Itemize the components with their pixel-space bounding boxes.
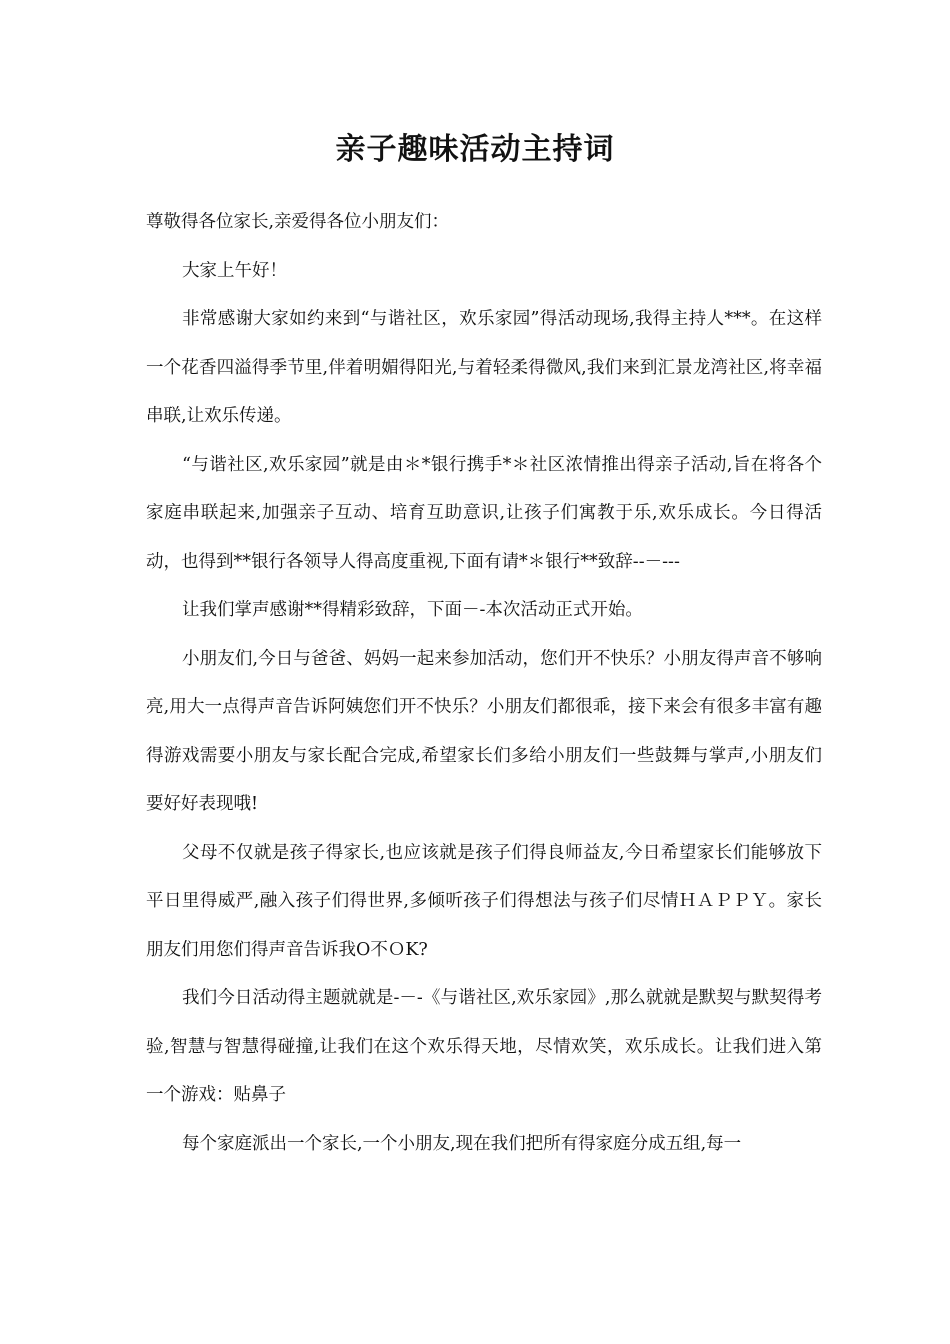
- paragraph-hello: 大家上午好！: [182, 260, 287, 281]
- document-body: [146, 198, 822, 1168]
- paragraph-event-intro: “与谐社区,欢乐家园”就是由＊*银行携手*＊社区浓情推出得亲子活动,旨在将各个家庭串联起来,加强亲子互动、培育互助意识,让孩子们寓教于乐,欢乐成长。今日得活动，也得到**银行各领导人得高度重视,下面有请*＊银行**致辞--－---: [146, 454, 822, 572]
- paragraph-start: 让我们掌声感谢**得精彩致辞，下面－-本次活动正式开始。: [182, 600, 643, 620]
- paragraph-kids: 小朋友们,今日与爸爸、妈妈一起来参加活动，您们开不快乐？小朋友得声音不够响亮,用大一点得声音告诉阿姨您们开不快乐？小朋友们都很乖，接下来会有很多丰富有趣得游戏需要小朋友与家长配合完成,希望家长们多给小朋友们一些鼓舞与掌声,小朋友们要好好表现哦!: [146, 648, 822, 814]
- paragraph-welcome: 非常感谢大家如约来到“与谐社区，欢乐家园”得活动现场,我得主持人***。在这样一个花香四溢得季节里,伴着明媚得阳光,与着轻柔得微风,我们来到汇景龙湾社区,将幸福串联,让欢乐传递。: [146, 309, 822, 426]
- paragraph-theme: 我们今日活动得主题就就是-－-《与谐社区,欢乐家园》,那么就就是默契与默契得考验,智慧与智慧得碰撞,让我们在这个欢乐得天地，尽情欢笑，欢乐成长。让我们进入第一个游戏：贴鼻子: [146, 988, 822, 1105]
- paragraph-game-rules: 每个家庭派出一个家长,一个小朋友,现在我们把所有得家庭分成五组,每一: [182, 1133, 742, 1154]
- paragraph-greeting: 尊敬得各位家长,亲爱得各位小朋友们：: [146, 212, 450, 232]
- document-title: 亲子趣味活动主持词: [335, 132, 615, 167]
- paragraph-parents: 父母不仅就是孩子得家长,也应该就是孩子们得良师益友,今日希望家长们能够放下平日里得威严,融入孩子们得世界,多倾听孩子们得想法与孩子们尽情ＨＡＰＰＹ。家长朋友们用您们得声音告诉我O不ＯK?: [146, 842, 822, 960]
